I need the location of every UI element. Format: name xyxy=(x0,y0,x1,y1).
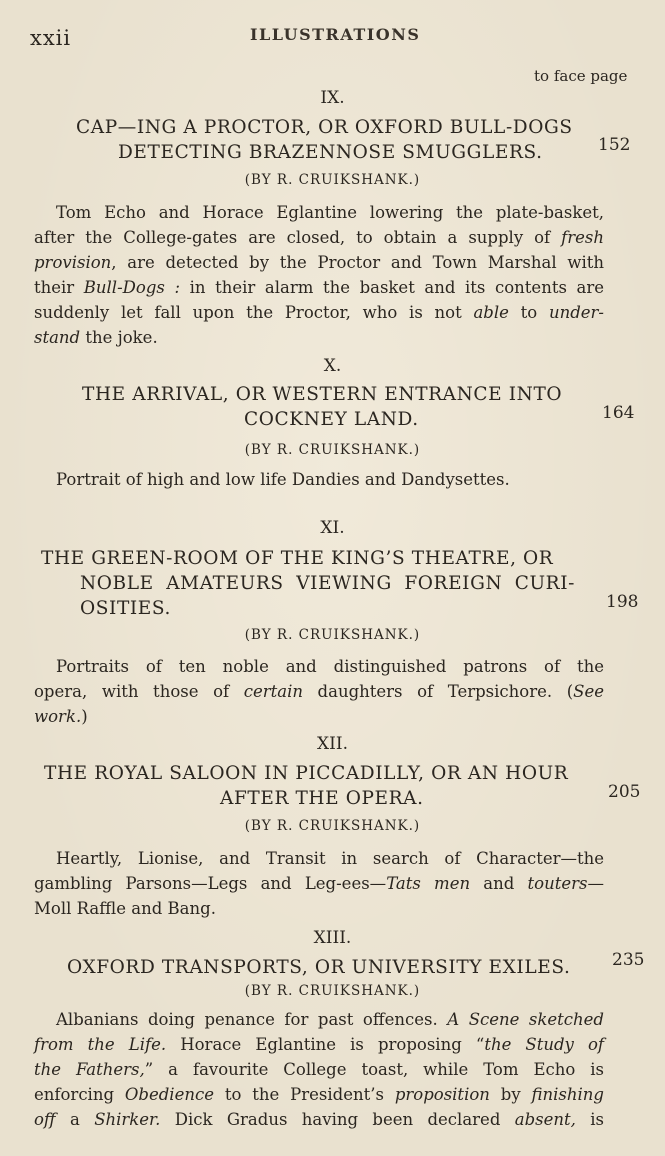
plate-page-number: 152 xyxy=(598,135,631,155)
to-face-page-label: to face page xyxy=(534,67,628,85)
page-number: xxii xyxy=(30,26,72,50)
plate-page-number: 205 xyxy=(608,782,641,802)
plate-title-line: AFTER THE OPERA. xyxy=(220,788,424,809)
plate-credit: (BY R. CRUIKSHANK.) xyxy=(244,627,421,643)
description-line: provision, are detected by the Proctor and Town Marshal with xyxy=(34,253,604,272)
plate-numeral: XII. xyxy=(317,734,348,754)
description-line: opera, with those of certain daughters of Terpsichore. (See xyxy=(34,682,604,701)
plate-page-number: 198 xyxy=(606,592,639,612)
plate-title-line: CAP—ING A PROCTOR, OR OXFORD BULL-DOGS xyxy=(76,117,573,138)
plate-title-line: DETECTING BRAZENNOSE SMUGGLERS. xyxy=(118,142,543,163)
plate-numeral: X. xyxy=(323,356,342,376)
description-line: Portrait of high and low life Dandies and Dandysettes. xyxy=(56,470,510,489)
description-line: the Fathers,” a favourite College toast, while Tom Echo is xyxy=(34,1060,605,1079)
plate-description xyxy=(34,846,604,921)
description-line: Albanians doing penance for past offences. A Scene sketched xyxy=(56,1010,604,1029)
plate-page-number: 164 xyxy=(602,403,635,423)
description-line: suddenly let fall upon the Proctor, who is not able to under- xyxy=(34,303,604,322)
plate-title-line: OXFORD TRANSPORTS, OR UNIVERSITY EXILES. xyxy=(67,957,571,978)
plate-credit: (BY R. CRUIKSHANK.) xyxy=(244,818,421,834)
plate-title-line: OSITIES. xyxy=(80,598,171,619)
plate-title-line: THE ARRIVAL, OR WESTERN ENTRANCE INTO xyxy=(82,384,563,405)
plate-numeral: IX. xyxy=(320,88,345,108)
running-title: ILLUSTRATIONS xyxy=(250,25,421,44)
description-line: off a Shirker. Dick Gradus having been declared absent, is xyxy=(34,1110,604,1129)
plate-description xyxy=(34,467,604,492)
description-line: after the College-gates are closed, to obtain a supply of fresh xyxy=(34,228,604,247)
description-line: Tom Echo and Horace Eglantine lowering the plate-basket, xyxy=(56,203,604,222)
plate-description xyxy=(34,654,604,729)
plate-title-line: THE GREEN-ROOM OF THE KING’S THEATRE, OR xyxy=(41,548,554,569)
plate-description xyxy=(34,200,604,350)
description-line: Heartly, Lionise, and Transit in search of Character—the xyxy=(56,849,604,868)
plate-credit: (BY R. CRUIKSHANK.) xyxy=(244,172,421,188)
plate-title-line: NOBLE AMATEURS VIEWING FOREIGN CURI- xyxy=(80,573,575,594)
plate-description xyxy=(34,1007,604,1132)
description-line: gambling Parsons—Legs and Leg-ees—Tats men and touters— xyxy=(34,874,604,893)
plate-page-number: 235 xyxy=(612,950,645,970)
description-line: work.) xyxy=(34,707,88,726)
description-line: enforcing Obedience to the President’s proposition by finishing xyxy=(34,1085,604,1104)
plate-credit: (BY R. CRUIKSHANK.) xyxy=(244,983,421,999)
description-line: stand the joke. xyxy=(34,328,158,347)
plate-numeral: XI. xyxy=(320,518,345,538)
description-line: Moll Raffle and Bang. xyxy=(34,899,216,918)
plate-numeral: XIII. xyxy=(313,928,352,948)
description-line: Portraits of ten noble and distinguished patrons of the xyxy=(56,657,604,676)
plate-credit: (BY R. CRUIKSHANK.) xyxy=(244,442,421,458)
description-line: from the Life. Horace Eglantine is proposing “the Study of xyxy=(34,1035,605,1054)
plate-title-line: THE ROYAL SALOON IN PICCADILLY, OR AN HOUR xyxy=(44,763,569,784)
description-line: their Bull-Dogs : in their alarm the basket and its contents are xyxy=(34,278,604,297)
plate-title-line: COCKNEY LAND. xyxy=(244,409,419,430)
